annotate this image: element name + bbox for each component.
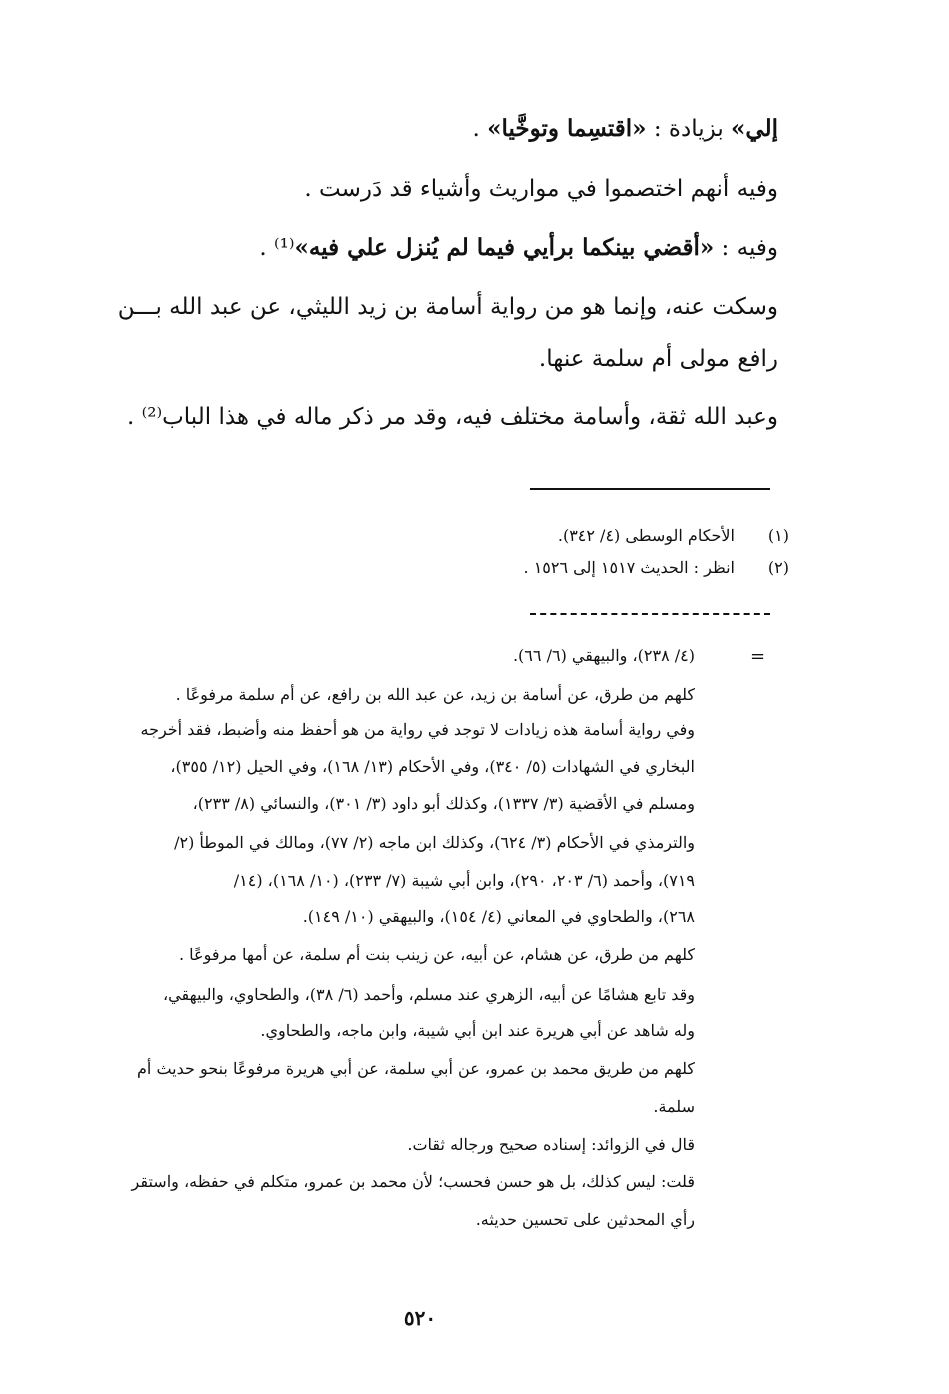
main-text-run: وسكت عنه، وإنما هو من رواية أسامة بن زيد الليثي، عن عبد الله بـــن (117, 294, 778, 320)
continuation-line: والترمذي في الأحكام (٣/ ٦٢٤)، وكذلك ابن ماجه (٢/ ٧٧)، ومالك في الموطأ (٢/ (174, 833, 695, 852)
continuation-line: رأي المحدثين على تحسين حديثه. (475, 1210, 695, 1229)
main-line-2 (304, 173, 778, 205)
continuation-line: سلمة. (653, 1097, 695, 1116)
continuation-line: قال في الزوائد: إسناده صحيح ورجاله ثقات. (407, 1135, 695, 1154)
main-text-run: وفيه : (714, 235, 778, 261)
continuation-line: قلت: ليس كذلك، بل هو حسن فحسب؛ لأن محمد بن عمرو، متكلم في حفظه، واستقر (131, 1172, 695, 1191)
continuation-separator (530, 613, 770, 615)
main-line-4 (118, 291, 778, 323)
continuation-line: كلهم من طرق، عن هشام، عن أبيه، عن زينب بنت أم سلمة، عن أمها مرفوعًا . (179, 945, 695, 964)
footnote-number: (٢) (767, 558, 789, 577)
main-line-1 (472, 113, 778, 145)
footnote-text: الأحكام الوسطى (٤/ ٣٤٢). (557, 526, 735, 545)
main-text-run: وفيه أنهم اختصموا في مواريث وأشياء قد دَرست . (304, 176, 778, 202)
page-number: ٥٢٠ (403, 1306, 437, 1330)
main-text-run: رافع مولى أم سلمة عنها. (538, 346, 778, 372)
continuation-line: كلهم من طريق محمد بن عمرو، عن أبي سلمة، عن أبي هريرة مرفوعًا بنحو حديث أم (137, 1059, 695, 1078)
main-text-run: . (472, 116, 488, 142)
main-text-run: وعبد الله ثقة، وأسامة مختلف فيه، وقد مر ذكر ماله في هذا الباب⁽²⁾ . (126, 404, 778, 430)
continuation-line: ٧١٩)، وأحمد (٦/ ٢٠٣، ٢٩٠)، وابن أبي شيبة (٧/ ٢٣٣)، (١٠/ ١٦٨)، (١٤/ (233, 871, 695, 890)
footnote-number: (١) (767, 526, 789, 545)
continuation-line: وفي رواية أسامة هذه زيادات لا توجد في رواية من هو أحفظ منه وأضبط، فقد أخرجه (140, 720, 695, 739)
main-text-run: بزيادة : (646, 116, 732, 142)
continuation-line: البخاري في الشهادات (٥/ ٣٤٠)، وفي الأحكام (١٣/ ١٦٨)، وفي الحيل (١٢/ ٣٥٥)، (170, 757, 695, 776)
quote-bold: «اقتسِما وتوخَّيا» (487, 115, 647, 142)
footnote-separator (530, 488, 770, 490)
main-line-3 (259, 232, 778, 264)
continuation-line: وقد تابع هشامًا عن أبيه، الزهري عند مسلم، وأحمد (٦/ ٣٨)، والطحاوي، والبيهقي، (163, 985, 695, 1004)
continuation-line: ومسلم في الأقضية (٣/ ١٣٣٧)، وكذلك أبو داود (٣/ ٣٠١)، والنسائي (٨/ ٢٣٣)، (192, 794, 695, 813)
quote-bold: إلي» (731, 115, 778, 142)
continuation-line: ٢٦٨)، والطحاوي في المعاني (٤/ ١٥٤)، والبيهقي (١٠/ ١٤٩). (302, 907, 695, 926)
continuation-line: وله شاهد عن أبي هريرة عند ابن أبي شيبة، وابن ماجه، والطحاوي. (260, 1021, 695, 1040)
continuation-line: (٤/ ٢٣٨)، والبيهقي (٦/ ٦٦). (512, 646, 695, 665)
main-line-6 (127, 401, 778, 433)
continuation-marker: = (750, 646, 766, 667)
main-text-run: ⁽¹⁾ . (259, 235, 295, 261)
quote-bold: «أقضي بينكما برأيي فيما لم يُنزل علي فيه» (294, 234, 715, 261)
continuation-line: كلهم من طرق، عن أسامة بن زيد، عن عبد الله بن رافع، عن أم سلمة مرفوعًا . (175, 685, 695, 704)
main-line-5 (539, 343, 778, 375)
footnote-text: انظر : الحديث ١٥١٧ إلى ١٥٢٦ . (523, 558, 735, 577)
